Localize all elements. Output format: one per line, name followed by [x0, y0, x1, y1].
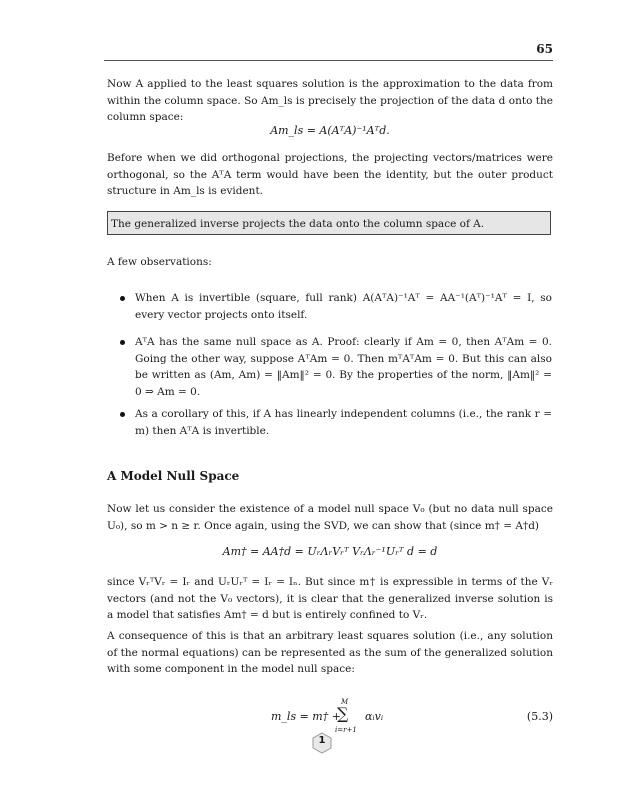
page-badge-label: 1 — [318, 735, 326, 746]
sum-upper-limit: M — [341, 698, 349, 706]
list-item — [120, 334, 552, 400]
list-item-text: When A is invertible (square, full rank) A(AᵀA)⁻¹Aᵀ = AA⁻¹(Aᵀ)⁻¹Aᵀ = I, so every vector projects onto itself. — [135, 292, 552, 321]
observations-intro: A few observations: — [107, 256, 212, 268]
equation-general-solution — [271, 700, 411, 736]
bullet-dot — [120, 340, 125, 345]
sum-lower-limit: i=r+1 — [335, 726, 357, 734]
list-item — [120, 290, 552, 323]
bullet-dot — [120, 412, 125, 417]
header-rule — [104, 60, 553, 61]
sum-symbol: ∑ — [337, 704, 349, 723]
page-number: 65 — [536, 42, 553, 56]
paragraph-consequence: A consequence of this is that an arbitrary least squares solution (i.e., any solution of the normal equations) can be represented as the sum of the generalized solution with some component in the model null space: — [107, 630, 553, 675]
boxed-statement: The generalized inverse projects the data onto the column space of A. — [107, 211, 551, 235]
equation-number: (5.3) — [526, 710, 553, 723]
paragraph-orthogonal: Before when we did orthogonal projections, the projecting vectors/matrices were orthogonal, so the AᵀA term would have been the identity, but the outer product structure in Am_ls is evident. — [107, 152, 553, 197]
equation-svd: Am† = AA†d = UᵣΛᵣVᵣᵀ VᵣΛᵣ⁻¹Uᵣᵀ d = d — [222, 545, 438, 558]
bullet-dot — [120, 296, 125, 301]
list-item — [120, 406, 552, 439]
section-heading: A Model Null Space — [107, 469, 240, 483]
paragraph-vr: since VᵣᵀVᵣ = Iᵣ and UᵣUᵣᵀ = Iᵣ = Iₙ. But since m† is expressible in terms of the Vᵣ vectors (and not the V₀ vectors), it is clear that the generalized inverse solution is a model that satisfies Am† = d but is entirely confined to Vᵣ. — [107, 576, 553, 621]
equation-lhs: m_ls = m† + — [271, 710, 341, 723]
list-item-text: AᵀA has the same null space as A. Proof: clearly if Am = 0, then AᵀAm = 0. Going the other way, suppose AᵀAm = 0. Then mᵀAᵀAm = 0. But this can also be written as (Am, Am) = ‖Am‖² = 0. By the properties of the norm, ‖Am‖² = 0 ⇒ Am = 0. — [135, 336, 552, 398]
sum-term: αᵢvᵢ — [365, 710, 384, 723]
paragraph-projection: Now A applied to the least squares solution is the approximation to the data from within the column space. So Am_ls is precisely the projection of the data d onto the column space: — [107, 78, 553, 123]
list-item-text: As a corollary of this, if A has linearly independent columns (i.e., the rank r = m) then AᵀA is invertible. — [135, 408, 552, 437]
equation-projection: Am_ls = A(AᵀA)⁻¹Aᵀd. — [270, 124, 390, 137]
paragraph-null-space: Now let us consider the existence of a model null space V₀ (but no data null space U₀), so m > n ≥ r. Once again, using the SVD, we can show that (since m† = A†d) — [107, 503, 553, 532]
